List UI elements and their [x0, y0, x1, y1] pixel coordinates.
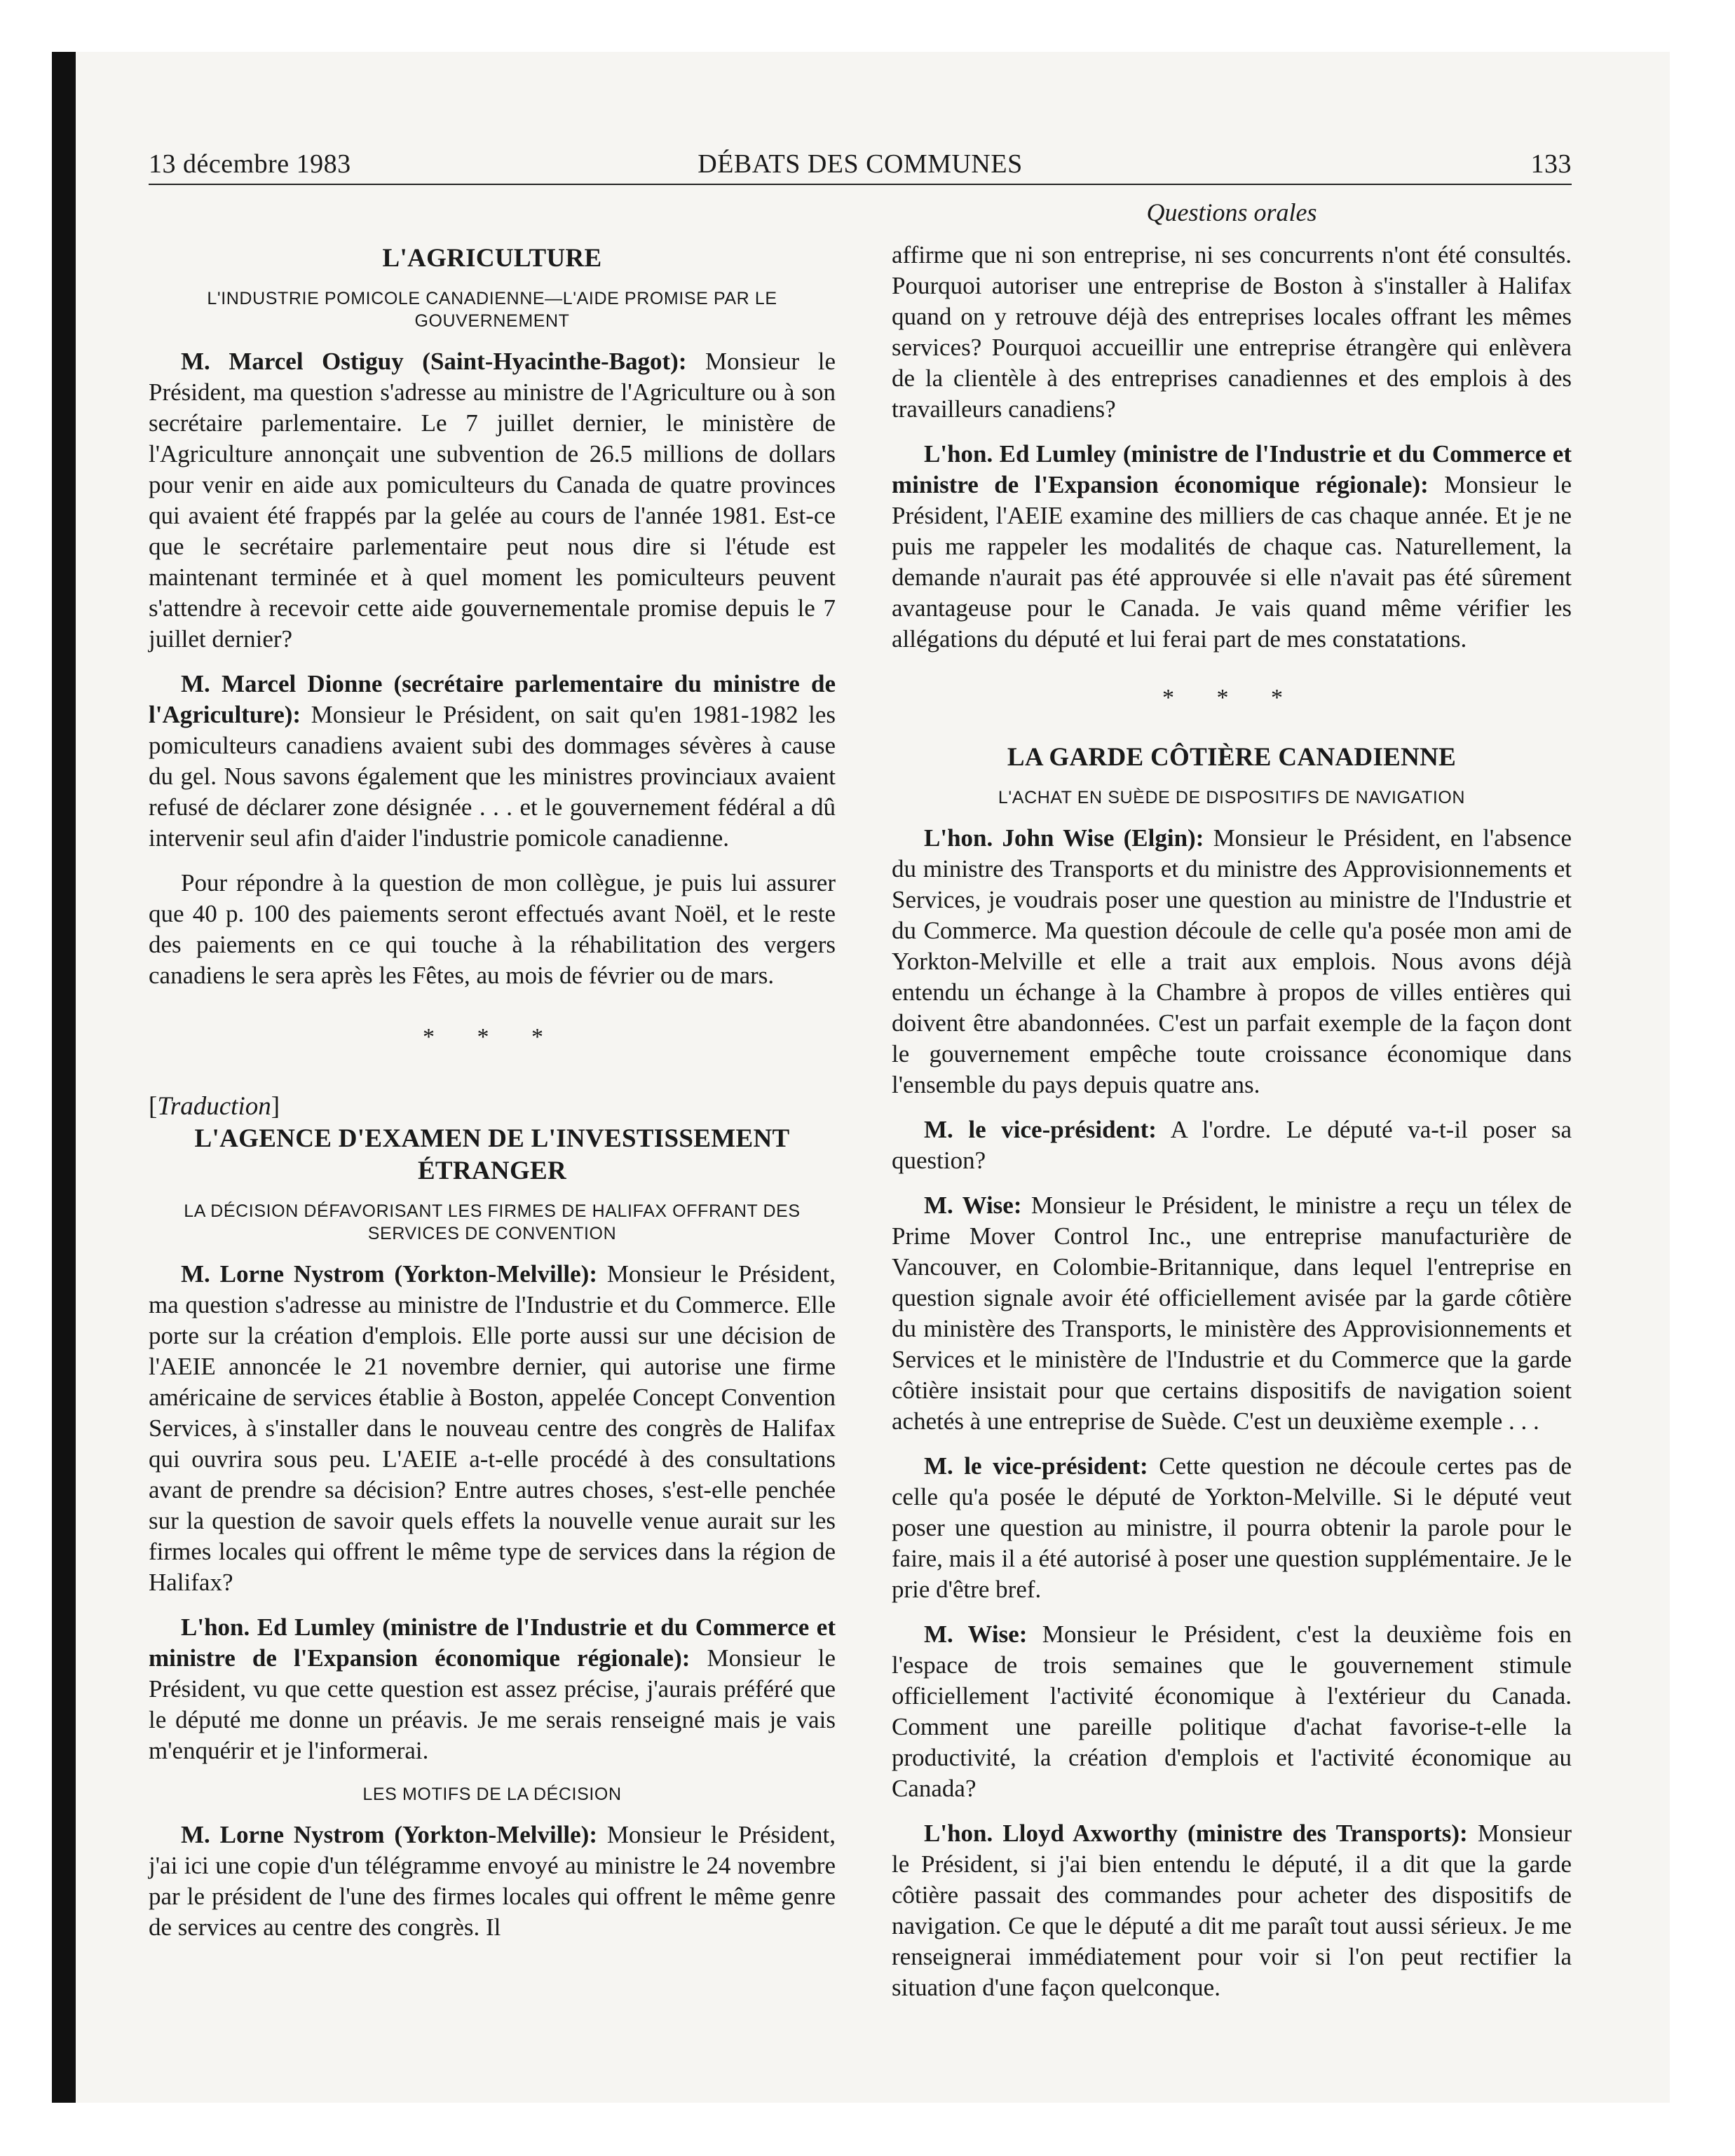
- paragraph: M. Marcel Ostiguy (Saint-Hyacinthe-Bagot): Monsieur le Président, ma question s'adresse au ministre de l'Agriculture ou à son secrétaire parlementaire. Le 7 juillet dernier, le ministère de l'Agriculture annonçait une subvention de 26.5 millions de dollars pour venir en aide aux pomiculteurs du Canada de quatre provinces qui avaient été frappés par la gelée au cours de l'année 1981. Est-ce que le secrétaire parlementaire peut nous dire si l'étude est maintenant terminée et à quel moment les pomiculteurs peuvent s'attendre à recevoir cette aide gouvernementale promise depuis le 7 juillet dernier?: [149, 348, 836, 653]
- page-binding-edge: [52, 52, 76, 2103]
- translation-note: [Traduction]: [149, 1092, 280, 1121]
- speaker-name: M. Marcel Dionne (secrétaire parlementaire du ministre de l'Agriculture):: [149, 670, 836, 728]
- paragraph: L'hon. Ed Lumley (ministre de l'Industrie et du Commerce et ministre de l'Expansion économique régionale): Monsieur le Président, l'AEIE examine des milliers de cas chaque année. Et je ne puis me rappeler les modalités de chaque cas. Naturellement, la demande n'aurait pas été approuvée si elle n'avait pas été sûrement avantageuse pour le Canada. Je vais quand même vérifier les allégations du député et lui ferai part de mes constatations.: [892, 440, 1572, 653]
- paragraph: M. Wise: Monsieur le Président, le ministre a reçu un télex de Prime Mover Control Inc., une entreprise manufacturière de Vancouver, en Colombie-Britannique, dans lequel l'entreprise en question signale avoir été officiellement avisée par la garde côtière du ministère des Transports, le ministère des Approvisionnements et Services et le ministère de l'Industrie et du Commerce que la garde côtière insistait pour que certains dispositifs de navigation soient achetés à une entreprise de Suède. C'est un deuxième exemple . . .: [892, 1192, 1572, 1435]
- paragraph: M. Wise: Monsieur le Président, c'est la deuxième fois en l'espace de trois semaines que le gouvernement stimule officiellement l'activité économique à l'extérieur du Canada. Comment une pareille politique d'achat favorise-t-elle la productivité, la création d'emplois et l'activité économique au Canada?: [892, 1621, 1572, 1802]
- heading-agriculture: L'AGRICULTURE: [382, 244, 602, 273]
- speaker-name: M. Marcel Ostiguy (Saint-Hyacinthe-Bagot):: [181, 348, 687, 375]
- subheading-halifax: LA DÉCISION DÉFAVORISANT LES FIRMES DE HALIFAX OFFRANT DES SERVICES DE CONVENTION: [184, 1201, 801, 1243]
- paragraph: M. Lorne Nystrom (Yorkton-Melville): Monsieur le Président, j'ai ici une copie d'un télégramme envoyé au ministre le 24 novembre par le président de l'une des firmes locales qui offrent le même genre de services au centre des congrès. Il: [149, 1821, 836, 1941]
- subheading-pomicole: L'INDUSTRIE POMICOLE CANADIENNE—L'AIDE PROMISE PAR LE GOUVERNEMENT: [207, 289, 777, 331]
- speaker-name: L'hon. Lloyd Axworthy (ministre des Transports):: [924, 1820, 1468, 1847]
- speaker-name: M. le vice-président:: [924, 1452, 1148, 1480]
- heading-aeie: L'AGENCE D'EXAMEN DE L'INVESTISSEMENT ÉTRANGER: [194, 1124, 790, 1185]
- paragraph: M. le vice-président: Cette question ne découle certes pas de celle qu'a posée le député de Yorkton-Melville. Si le député veut poser une question au ministre, il pourra obtenir la parole pour le faire, mais il a été autorisé à poser une question supplémentaire. Je le prie d'être bref.: [892, 1452, 1572, 1603]
- subheading-navigation: L'ACHAT EN SUÈDE DE DISPOSITIFS DE NAVIGATION: [998, 788, 1466, 807]
- section-divider: * * *: [423, 1024, 562, 1050]
- speaker-name: L'hon. Ed Lumley (ministre de l'Industrie et du Commerce et ministre de l'Expansion économique régionale):: [892, 440, 1572, 498]
- speaker-name: M. Lorne Nystrom (Yorkton-Melville):: [181, 1821, 597, 1848]
- header-date: 13 décembre 1983: [149, 149, 351, 179]
- page-number: 133: [1530, 149, 1572, 179]
- header-title: DÉBATS DES COMMUNES: [698, 149, 1023, 179]
- speaker-name: L'hon. Ed Lumley (ministre de l'Industrie et du Commerce et ministre de l'Expansion économique régionale):: [149, 1613, 836, 1672]
- section-label: Questions orales: [1146, 198, 1317, 226]
- paragraph-continued: affirme que ni son entreprise, ni ses concurrents n'ont été consultés. Pourquoi autoriser une entreprise de Boston à s'installer à Halifax quand on y retrouve déjà des entreprises locales offrant les mêmes services? Pourquoi accueillir une entreprise étrangère qui enlèvera de la clientèle à des entreprises canadiennes et des emplois à des travailleurs canadiens?: [892, 241, 1572, 423]
- paragraph: L'hon. John Wise (Elgin): Monsieur le Président, en l'absence du ministre des Transports et du ministre des Approvisionnements et Services, je voudrais poser une question au ministre de l'Industrie et du Commerce. Ma question découle de celle qu'a posée mon ami de Yorkton-Melville et elle a trait aux emplois. Nous avons déjà entendu un échange à la Chambre à propos de villes entières qui doivent être abandonnées. C'est un parfait exemple de la façon dont le gouvernement empêche toute croissance économique dans l'ensemble du pays depuis quatre ans.: [892, 824, 1572, 1098]
- left-column: [149, 243, 836, 1943]
- paragraph: Pour répondre à la question de mon collègue, je puis lui assurer que 40 p. 100 des paiements seront effectués avant Noël, et le reste des paiements en ce qui touche à la réhabilitation des vergers canadiens le sera après les Fêtes, au mois de février ou de mars.: [149, 869, 836, 989]
- speaker-name: M. le vice-président:: [924, 1116, 1157, 1143]
- paragraph: M. Marcel Dionne (secrétaire parlementaire du ministre de l'Agriculture): Monsieur le Président, on sait qu'en 1981-1982 les pomiculteurs canadiens avaient subi des dommages sévères à cause du gel. Nous savons également que les ministres provinciaux avaient refusé de déclarer zone désignée . . . et le gouvernement fédéral a dû intervenir seul afin d'aider l'industrie pomicole canadienne.: [149, 670, 836, 852]
- speaker-name: L'hon. John Wise (Elgin):: [924, 824, 1204, 852]
- paragraph: L'hon. Lloyd Axworthy (ministre des Transports): Monsieur le Président, si j'ai bien entendu le député, il a dit que la garde côtière passait des commandes pour acheter des dispositifs de navigation. Ce que le député a dit me paraît tout aussi sérieux. Je me renseignerai immédiatement pour voir si l'on peut rectifier la situation d'une façon quelconque.: [892, 1820, 1572, 2001]
- header-rule: [149, 184, 1572, 185]
- speaker-name: M. Wise:: [924, 1192, 1022, 1219]
- paragraph: M. Lorne Nystrom (Yorkton-Melville): Monsieur le Président, ma question s'adresse au ministre de l'Industrie et du Commerce. Elle porte sur la création d'emplois. Elle porte aussi sur une décision de l'AEIE annoncée le 21 novembre dernier, qui autorise une firme américaine de services établie à Boston, appelée Concept Convention Services, à s'installer dans le nouveau centre des congrès de Halifax qui ouvrira sous peu. L'AEIE a-t-elle procédé à des consultations avant de prendre sa décision? Entre autres choses, s'est-elle penchée sur la question de savoir quels effets la nouvelle venue aurait sur les firmes locales qui offrent le même type de services dans la région de Halifax?: [149, 1260, 836, 1596]
- paragraph: M. le vice-président: A l'ordre. Le député va-t-il poser sa question?: [892, 1116, 1572, 1174]
- speaker-name: M. Lorne Nystrom (Yorkton-Melville):: [181, 1260, 597, 1288]
- right-column: [892, 240, 1572, 2003]
- section-divider: * * *: [1162, 685, 1301, 711]
- paragraph: L'hon. Ed Lumley (ministre de l'Industrie et du Commerce et ministre de l'Expansion économique régionale): Monsieur le Président, vu que cette question est assez précise, j'aurais préféré que le député me donne un préavis. Je me serais renseigné mais je vais m'enquérir et je l'informerai.: [149, 1613, 836, 1764]
- running-header: [149, 144, 1572, 184]
- speaker-name: M. Wise:: [924, 1621, 1028, 1648]
- subheading-motifs: LES MOTIFS DE LA DÉCISION: [362, 1785, 622, 1804]
- heading-garde-cotiere: LA GARDE CÔTIÈRE CANADIENNE: [1007, 743, 1457, 772]
